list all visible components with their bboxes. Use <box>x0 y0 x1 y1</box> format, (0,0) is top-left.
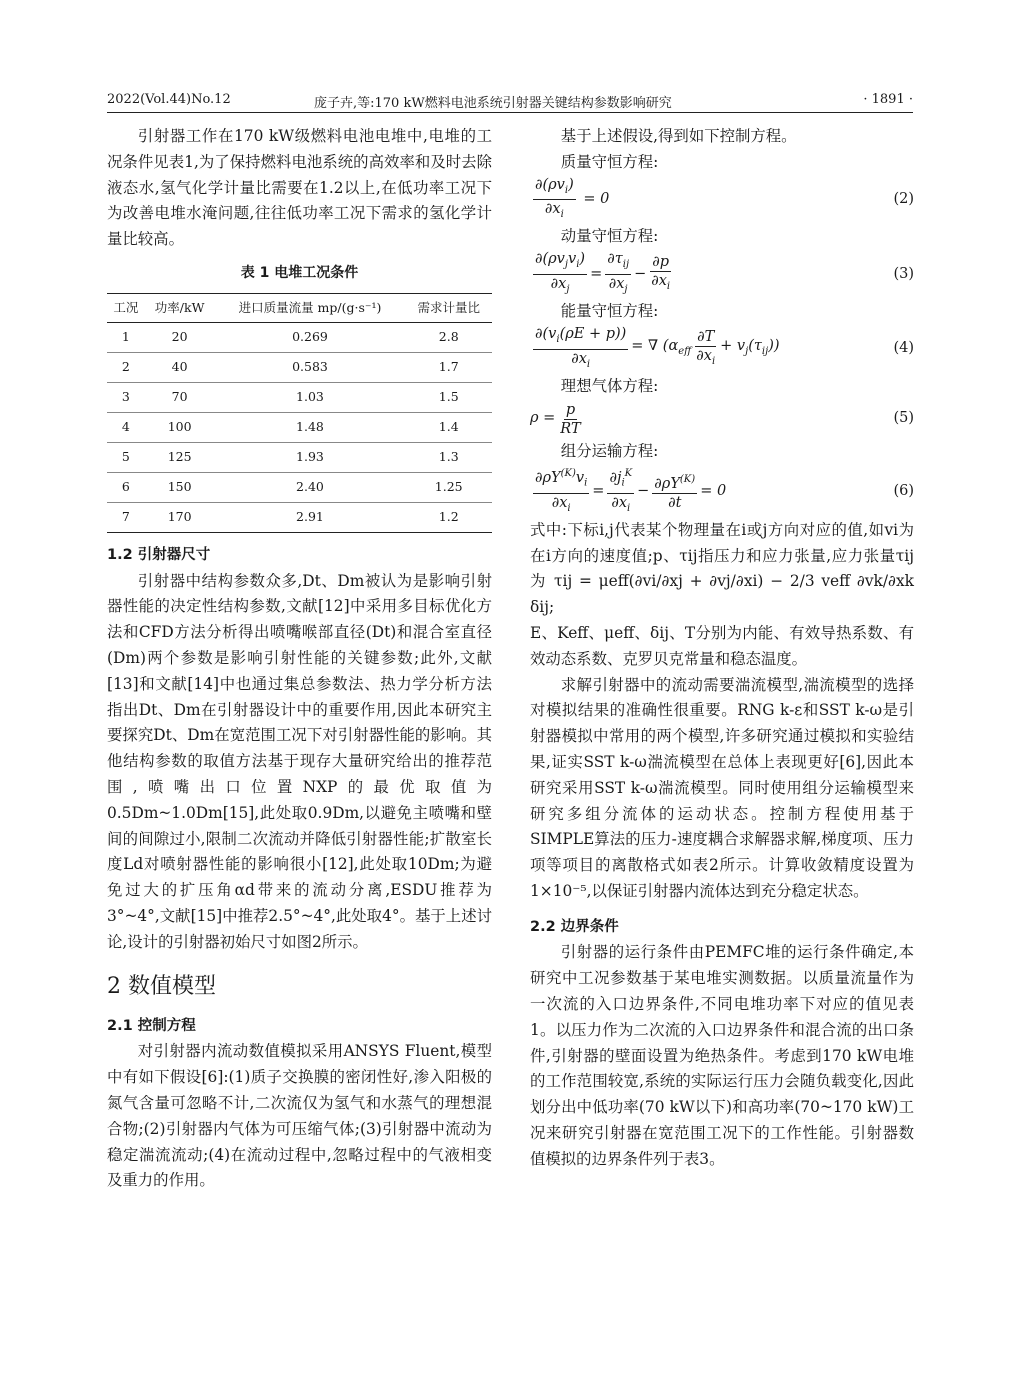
table-cell: 1.7 <box>405 352 492 382</box>
table-row <box>107 322 492 352</box>
table-cell: 5 <box>107 442 145 472</box>
equation-definitions-continued: E、Keff、μeff、δij、T分别为内能、有效导热系数、有效动态系数、克罗贝克常量和稳态温度。 <box>530 623 914 668</box>
table-cell: 70 <box>145 382 215 412</box>
running-header <box>107 88 913 112</box>
table-cell: 1.2 <box>405 502 492 532</box>
table-cell: 4 <box>107 412 145 442</box>
table-cell: 0.583 <box>215 352 406 382</box>
momentum-conservation-label: 动量守恒方程: <box>560 227 659 246</box>
table-header: 功率/kW <box>145 293 215 322</box>
table-row <box>107 442 492 472</box>
equation-definitions: 式中:下标i,j代表某个物理量在i或j方向对应的值,如vi为在i方向的速度值;p、τij指压力和应力张量,应力张量τij为 τij = μeff(∂vi/∂xj + ∂vj/∂xi) − 2/3 veff ∂vk/∂xk δij; <box>530 520 914 617</box>
equation-5: ρ = $\frac{p}{RT}$ (5) <box>530 401 914 437</box>
section-2-heading: 2 数值模型 <box>107 973 216 999</box>
table-row <box>107 412 492 442</box>
table-cell: 1.03 <box>215 382 406 412</box>
equation-number: (6) <box>893 482 914 499</box>
table-cell: 1.25 <box>405 472 492 502</box>
table-cell: 1.3 <box>405 442 492 472</box>
table-cell: 2.8 <box>405 322 492 352</box>
equation-3: $\frac{\partial(\rho v_jv_i)}{\partial x_j}$ = $\frac{\partial\tau_{ij}}{\partial x_j}$ − $\frac{\partial p}{\partial x_i}$ (3) <box>535 251 914 295</box>
ideal-gas-label: 理想气体方程: <box>560 376 659 395</box>
turbulence-model-paragraph: 求解引射器中的流动需要湍流模型,湍流模型的选择对模拟结果的准确性很重要。RNG k-ε和SST k-ω是引射器模拟中常用的两个模型,许多研究通过模拟和实验结果,证实SST k-ω湍流模型在总体上表现更好[6],因此本研究采用SST k-ω湍流模型。同时使用组分运输模型来研究多组分流体的运动状态。控制方程使用基于SIMPLE算法的压力-速度耦合求解器求解,梯度项、压力项等项目的离散格式如表2所示。计算收敛精度设置为1×10⁻⁵,以保证引射器内流体达到充分稳定状态。 <box>530 675 914 900</box>
table-cell: 2.91 <box>215 502 406 532</box>
page-number: · 1891 · <box>863 92 913 107</box>
table-header: 工况 <box>107 293 145 322</box>
equations-intro: 基于上述假设,得到如下控制方程。 <box>560 127 797 145</box>
species-transport-label: 组分运输方程: <box>560 442 659 461</box>
table-cell: 1.93 <box>215 442 406 472</box>
table-cell: 1.48 <box>215 412 406 442</box>
table-cell: 2 <box>107 352 145 382</box>
section-1-2-heading: 1.2 引射器尺寸 <box>107 546 211 563</box>
table-cell: 1.5 <box>405 382 492 412</box>
table-1-title: 表 1 电堆工况条件 <box>240 264 359 281</box>
table-row <box>107 472 492 502</box>
journal-issue: 2022(Vol.44)No.12 <box>107 92 231 107</box>
equation-number: (3) <box>893 265 914 282</box>
header-rule <box>107 112 913 113</box>
section-2-2-heading: 2.2 边界条件 <box>530 918 619 935</box>
table-1 <box>107 293 492 533</box>
equation-6: $\frac{\partial\rho Y^{(K)}v_i}{\partial x_i}$ = $\frac{\partial j_i^K}{\partial x_i}$ − $\frac{\partial\rho Y^{(K)}}{\partial t}$ = 0 (6) <box>530 465 914 518</box>
equation-number: (4) <box>893 340 914 357</box>
table-cell: 7 <box>107 502 145 532</box>
table-cell: 100 <box>145 412 215 442</box>
section-2-2-body: 引射器的运行条件由PEMFC堆的运行条件确定,本研究中工况参数基于某电堆实测数据。以质量流量作为一次流的入口边界条件,不同电堆功率下对应的值见表1。以压力作为二次流的入口边界条件和混合流的出口条件,引射器的壁面设置为绝热条件。考虑到170 kW电堆的工作范围较宽,系统的实际运行压力会随负载变化,因此划分出中低功率(70 kW以下)和高功率(70~170 kW)工况来研究引射器在宽范围工况下的工作性能。引射器数值模拟的边界条件列于表3。 <box>530 943 914 1168</box>
table-header: 需求计量比 <box>405 293 492 322</box>
table-cell: 40 <box>145 352 215 382</box>
article-running-title: 庞子卉,等:170 kW燃料电池系统引射器关键结构参数影响研究 <box>314 96 672 111</box>
table-cell: 1.4 <box>405 412 492 442</box>
table-header: 进口质量流量 mp/(g·s⁻¹) <box>215 293 406 322</box>
mass-conservation-label: 质量守恒方程: <box>560 152 659 171</box>
right-column <box>530 124 914 1173</box>
table-cell: 20 <box>145 322 215 352</box>
equation-4: $\frac{\partial(v_i(\rho E + p))}{\partial x_i}$ = ∇ ($\alpha_{eff}$ $\frac{\partial T}{\partial x_i}$ + $v_j(\tau_{ij})$) (4) <box>535 325 914 370</box>
table-cell: 2.40 <box>215 472 406 502</box>
table-cell: 3 <box>107 382 145 412</box>
table-cell: 170 <box>145 502 215 532</box>
equation-2: $\frac{\partial(\rho v_i)}{\partial x_i}$ = 0 (2) <box>535 176 914 221</box>
left-column <box>107 124 492 1194</box>
table-cell: 0.269 <box>215 322 406 352</box>
table-cell: 1 <box>107 322 145 352</box>
section-2-1-heading: 2.1 控制方程 <box>107 1017 196 1034</box>
section-2-1-body: 对引射器内流动数值模拟采用ANSYS Fluent,模型中有如下假设[6]:(1)质子交换膜的密闭性好,渗入阳极的氮气含量可忽略不计,二次流仅为氢气和水蒸气的理想混合物;(2)引射器内气体为可压缩气体;(3)引射器中流动为稳定湍流流动;(4)在流动过程中,忽略过程中的气液相变及重力的作用。 <box>107 1042 492 1190</box>
intro-paragraph: 引射器工作在170 kW级燃料电池电堆中,电堆的工况条件见表1,为了保持燃料电池系统的高效率和及时去除液态水,氢气化学计量比需要在1.2以上,在低功率工况下为改善电堆水淹问题,往往低功率工况下需求的氢化学计量比较高。 <box>107 127 492 249</box>
energy-conservation-label: 能量守恒方程: <box>560 301 659 320</box>
table-row <box>107 502 492 532</box>
table-row <box>107 352 492 382</box>
table-cell: 150 <box>145 472 215 502</box>
equation-number: (5) <box>893 410 914 427</box>
table-cell: 125 <box>145 442 215 472</box>
table-row <box>107 382 492 412</box>
table-cell: 6 <box>107 472 145 502</box>
section-1-2-body: 引射器中结构参数众多,Dt、Dm被认为是影响引射器性能的决定性结构参数,文献[12]中采用多目标优化方法和CFD方法分析得出喷嘴喉部直径(Dt)和混合室直径(Dm)两个参数是影响引射性能的关键参数;此外,文献[13]和文献[14]中也通过集总参数法、热力学分析方法指出Dt、Dm在引射器设计中的重要作用,因此本研究主要探究Dt、Dm在宽范围工况下对引射器性能的影响。其他结构参数的取值方法基于现存大量研究给出的推荐范围,喷嘴出口位置NXP的最优取值为0.5Dm~1.0Dm[15],此处取0.9Dm,以避免主喷嘴和壁间的间隙过小,限制二次流动并降低引射器性能;扩散室长度Ld对喷射器性能的影响很小[12],此处取10Dm;为避免过大的扩压角αd带来的流动分离,ESDU推荐为3°~4°,文献[15]中推荐2.5°~4°,此处取4°。基于上述讨论,设计的引射器初始尺寸如图2所示。 <box>107 571 492 951</box>
equation-number: (2) <box>893 191 914 208</box>
